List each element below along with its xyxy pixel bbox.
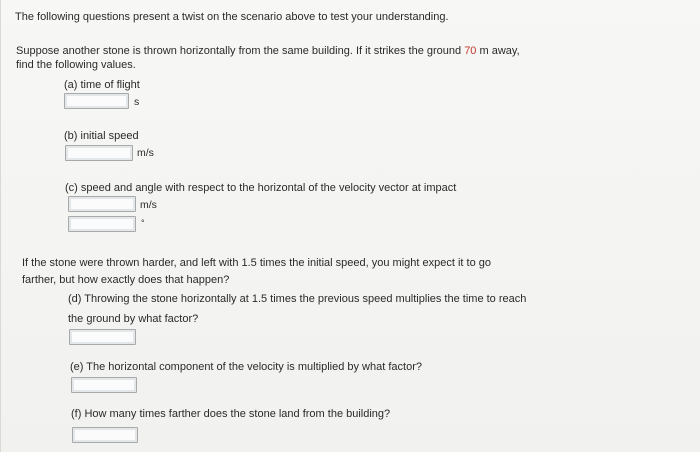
horizontal-velocity-factor-input[interactable]: [71, 377, 137, 393]
degree-unit: °: [141, 218, 145, 228]
impact-speed-input[interactable]: [68, 196, 136, 212]
part-b-label: (b) initial speed: [64, 130, 139, 142]
part-f-label: (f) How many times farther does the stone land from the building?: [71, 408, 391, 420]
problem-statement-line2: find the following values.: [16, 59, 136, 71]
initial-speed-input[interactable]: [65, 145, 133, 161]
time-of-flight-input[interactable]: [64, 93, 129, 109]
part-a-unit: s: [134, 96, 140, 108]
part-d-line1: (d) Throwing the stone horizontally at 1.5 times the previous speed multiplies the time to reach: [68, 293, 527, 305]
impact-angle-input[interactable]: [68, 216, 136, 232]
part-a-label: (a) time of flight: [64, 79, 140, 91]
part-c-speed-unit: m/s: [140, 199, 157, 211]
intro-text: The following questions present a twist on the scenario above to test your understanding.: [15, 11, 449, 23]
part-b-unit: m/s: [137, 147, 154, 159]
part-d-line2: the ground by what factor?: [68, 313, 199, 325]
problem-text-before: Suppose another stone is thrown horizontally from the same building. If it strikes the ground: [16, 45, 465, 57]
problem-statement-line1: [16, 44, 520, 59]
problem-text-after: m away,: [476, 45, 520, 57]
followup-line2: farther, but how exactly does that happen?: [22, 274, 230, 286]
part-e-label: (e) The horizontal component of the velocity is multiplied by what factor?: [70, 361, 422, 373]
followup-line1: If the stone were thrown harder, and left with 1.5 times the initial speed, you might expect it to go: [22, 257, 491, 269]
part-c-label: (c) speed and angle with respect to the horizontal of the velocity vector at impact: [65, 182, 457, 194]
distance-value: 70: [464, 45, 477, 57]
distance-factor-input[interactable]: [72, 427, 138, 443]
time-factor-input[interactable]: [69, 329, 136, 345]
